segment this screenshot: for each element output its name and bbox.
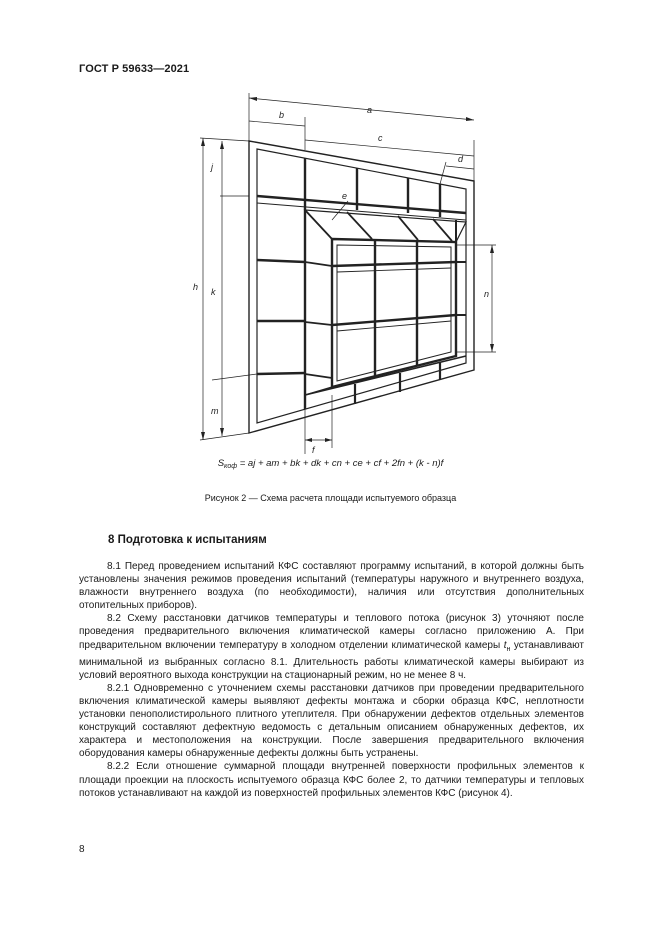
left-rail-1 xyxy=(257,260,305,262)
bay-side-rail-2 xyxy=(305,322,332,325)
bay-front-outer xyxy=(332,239,456,387)
bay-roof-rib-3 xyxy=(433,219,452,241)
label-a: a xyxy=(367,105,373,115)
paragraph-8-2: 8.2 Схему расстановки датчиков температуры и теплового потока (рисунок 3) уточняют после проведения предварительного включения климатической камеры согласно приложению А. При предварительном включении температуру в холодном отделении климатической камеры $t_н$ устанавливают минимальной из выбранных согласно 8.1. Длительность работы климатической камеры выбирают из условий вероятного выхода конструкции на стационарный режим, но не менее 8 ч. xyxy=(79,613,585,681)
label-c: c xyxy=(378,133,383,143)
label-e: e xyxy=(342,191,348,201)
bay-front-rail-1 xyxy=(332,262,456,266)
label-m: m xyxy=(211,406,219,416)
bay-front-rail-2 xyxy=(332,315,456,325)
bay-side-rail-3 xyxy=(305,374,332,378)
bottom-transom xyxy=(305,356,466,395)
paragraph-8-1: 8.1 Перед проведением испытаний КФС составляют программу испытаний, в которой должны быть установлены значения режимов проведения испытаний (температуры наружного и внутреннего воздуха, влажности внутреннего воздуха (по необходимости), наличия или отсутствия дополнительных отопительных приборов). xyxy=(79,561,584,612)
document-header: ГОСТ Р 59633—2021 xyxy=(79,63,190,75)
label-f: f xyxy=(312,445,315,455)
label-b: b xyxy=(279,110,285,120)
label-n: n xyxy=(484,289,490,299)
page-number: 8 xyxy=(79,844,85,855)
label-k: k xyxy=(211,287,216,297)
paragraph-8-2-1: 8.2.1 Одновременно с уточнением схемы расстановки датчиков при проведении предварительного включения климатической камеры выявляют дефекты монтажа и сборки образца КФС, неплотности установки пенополистирольного плитного утеплителя. При обнаружении дефектов отдельных элементов конструкций составляют дефектную ведомость с детальным описанием обнаруженных дефектов, их характера и местоположения на конструкции. После завершения предварительного включения оборудования камеры обнаруженные дефекты должны быть устранены. xyxy=(79,682,584,760)
paragraph-8-2-2: 8.2.2 Если отношение суммарной площади внутренней поверхности профильных элементов к площади проекции на плоскость испытуемого образца КФС более 2, то датчики температуры и тепловых потоков устанавливают на каждой из поверхностей профильных элементов КФС (рисунок 4). xyxy=(79,761,584,799)
label-j: j xyxy=(211,162,213,172)
figure-caption: Рисунок 2 — Схема расчета площади испытуемого образца xyxy=(204,493,457,503)
label-h: h xyxy=(193,282,199,292)
bay-roof-rib-1 xyxy=(347,212,372,239)
top-transom-line xyxy=(257,196,466,213)
dim-line-c xyxy=(305,140,474,156)
left-rail-3 xyxy=(257,373,305,374)
bay-side-panel xyxy=(305,210,332,395)
area-formula xyxy=(0,458,661,470)
body-text xyxy=(79,560,584,800)
formula-symbol: S xyxy=(217,458,225,469)
dim-line-b xyxy=(249,121,305,126)
dim-line-d xyxy=(446,166,474,169)
formula-subscript: коф xyxy=(224,463,238,470)
formula-body: = aj + am + bk + dk + cn + ce + cf + 2fn + (k - n)f xyxy=(237,458,444,469)
bay-side-rail-1 xyxy=(305,262,332,266)
bay-roof-edge xyxy=(305,210,332,239)
bay-roof-rib-2 xyxy=(398,216,418,240)
label-d: d xyxy=(458,154,464,164)
section-heading: 8 Подготовка к испытаниям xyxy=(108,534,267,546)
bay-front-rail-1b xyxy=(337,268,451,272)
